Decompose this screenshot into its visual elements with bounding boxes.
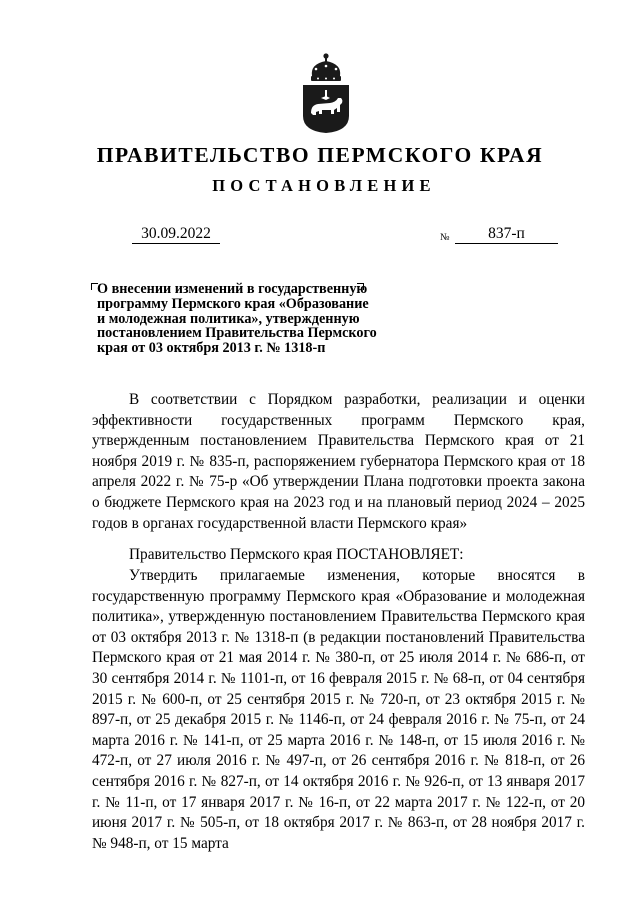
- decree-date: 30.09.2022: [132, 224, 220, 244]
- preamble-text: В соответствии с Порядком разработки, реализации и оценки эффективности государственных программ Пермского края, утвержденным постановлением Правительства Пермского края от 21 ноября 2019 г. № 835-п, распоряжением губернатора Пермского края от 18 апреля 2022 г. № 75-р «Об утверждении Плана подготовки проекта закона о бюджете Пермского края на 2023 год и на плановый период 2024 – 2025 годов в органах государственной власти Пермского края»: [92, 391, 585, 532]
- document-type-title: ПОСТАНОВЛЕНИЕ: [212, 176, 436, 195]
- government-title: ПРАВИТЕЛЬСТВО ПЕРМСКОГО КРАЯ: [96, 143, 544, 167]
- preamble-paragraph: [92, 390, 585, 534]
- number-sign: №: [440, 232, 450, 243]
- subject-line: О внесении изменений в государственную: [97, 281, 368, 297]
- resolution-text: Правительство Пермского края ПОСТАНОВЛЯЕТ:: [129, 546, 464, 563]
- decree-number: 837-п: [455, 224, 558, 244]
- resolution-paragraph: [92, 545, 585, 566]
- subject-line: края от 03 октября 2013 г. № 1318-п: [97, 340, 326, 357]
- subject-line: и молодежная политика», утвержденную: [97, 310, 360, 327]
- decree-subject: [92, 282, 427, 356]
- operative-paragraph: [92, 566, 585, 854]
- perm-krai-coat-of-arms-icon: [296, 52, 356, 134]
- subject-line: программу Пермского края «Образование: [97, 295, 369, 312]
- operative-text: Утвердить прилагаемые изменения, которые вносятся в государственную программу Пермского края «Образование и молодежная политика», утвержденную постановлением Правительства Пермского края от 03 октября 2013 г. № 1318-п (в редакции постановлений Правительства Пермского края от 21 мая 2014 г. № 380-п, от 25 июля 2014 г. № 686-п, от 30 сентября 2014 г. № 1101-п, от 16 февраля 2015 г. № 68-п, от 04 сентября 2015 г. № 600-п, от 25 сентября 2015 г. № 720-п, от 23 октября 2015 г. № 897-п, от 25 декабря 2015 г. № 1146-п, от 24 февраля 2016 г. № 75-п, от 24 марта 2016 г. № 141-п, от 25 марта 2016 г. № 148-п, от 15 июля 2016 г. № 472-п, от 27 июля 2016 г. № 497-п, от 26 сентября 2016 г. № 818-п, от 26 сентября 2016 г. № 827-п, от 14 октября 2016 г. № 926-п, от 13 января 2017 г. № 11-п, от 17 января 2017 г. № 16-п, от 22 марта 2017 г. № 122-п, от 20 июня 2017 г. № 505-п, от 18 октября 2017 г. № 863-п, от 28 ноября 2017 г. № 948-п, от 15 марта: [92, 567, 585, 852]
- subject-line: постановлением Правительства Пермского: [97, 325, 377, 342]
